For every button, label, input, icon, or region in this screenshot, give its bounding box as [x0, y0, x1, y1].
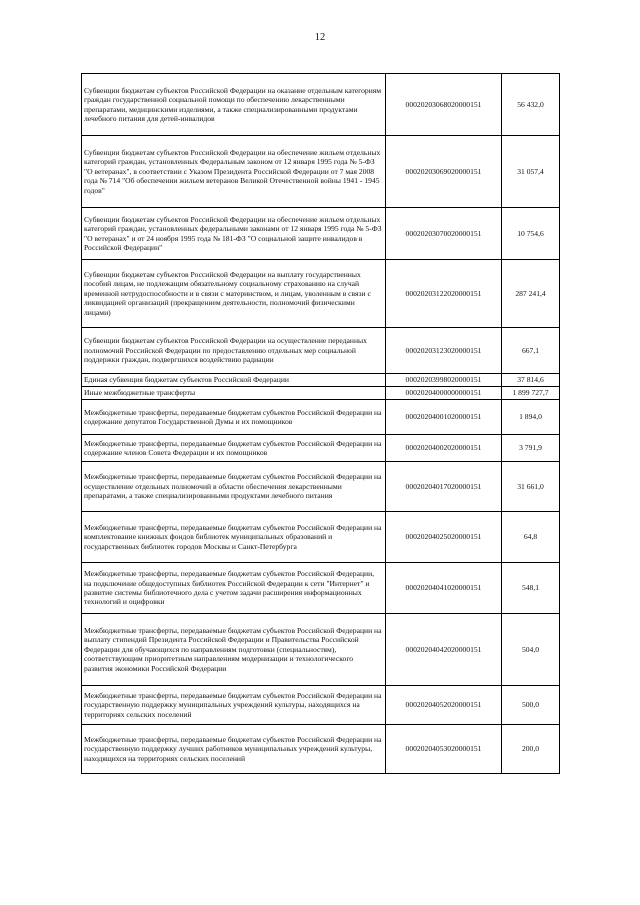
row-code: 00020204052020000151 — [386, 686, 502, 725]
table-row — [82, 563, 560, 614]
row-code: 00020204002020000151 — [386, 435, 502, 462]
row-amount: 548,1 — [502, 563, 560, 614]
row-name: Иные межбюджетные трансферты — [82, 387, 386, 400]
row-amount: 1 899 727,7 — [502, 387, 560, 400]
row-amount: 10 754,6 — [502, 208, 560, 260]
row-name: Субвенции бюджетам субъектов Российской Федерации на осуществление переданных полномочий Российской Федерации по предоставлению отдельных мер социальной поддержки граждан, подвергшихся воздействию радиации — [82, 328, 386, 374]
row-amount: 64,8 — [502, 512, 560, 563]
row-amount: 3 791,9 — [502, 435, 560, 462]
row-name: Межбюджетные трансферты, передаваемые бюджетам субъектов Российской Федерации на содержание членов Совета Федерации и их помощников — [82, 435, 386, 462]
table-row — [82, 374, 560, 387]
row-name: Межбюджетные трансферты, передаваемые бюджетам субъектов Российской Федерации на комплектование книжных фондов библиотек муниципальных образований и государственных библиотек городов Москвы и Санкт-Петербурга — [82, 512, 386, 563]
table-row — [82, 208, 560, 260]
table-row — [82, 686, 560, 725]
row-name: Межбюджетные трансферты, передаваемые бюджетам субъектов Российской Федерации на государственную поддержку лучших работников муниципальных учреждений культуры, находящихся на территориях сельских поселений — [82, 725, 386, 774]
table-row — [82, 435, 560, 462]
row-amount: 31 661,0 — [502, 462, 560, 512]
table-row — [82, 328, 560, 374]
row-name: Субвенции бюджетам субъектов Российской Федерации на обеспечение жильем отдельных категорий граждан, установленных федеральными законами от 12 января 1995 года № 5-ФЗ "О ветеранах" и от 24 ноября 1995 года № 181-ФЗ "О социальной защите инвалидов в Российской Федерации" — [82, 208, 386, 260]
row-code: 00020203070020000151 — [386, 208, 502, 260]
table-row — [82, 74, 560, 136]
row-amount: 500,0 — [502, 686, 560, 725]
table-row — [82, 725, 560, 774]
table-row — [82, 512, 560, 563]
row-code: 00020203123020000151 — [386, 328, 502, 374]
row-name: Субвенции бюджетам субъектов Российской Федерации на выплату государственных пособий лицам, не подлежащим обязательному социальному страхованию на случай временной нетрудоспособности и в связи с материнством, и лицам, уволенным в связи с ликвидацией организаций (прекращением деятельности, полномочий физическими лицами) — [82, 260, 386, 328]
row-code: 00020204053020000151 — [386, 725, 502, 774]
table-row — [82, 462, 560, 512]
row-amount: 31 057,4 — [502, 136, 560, 208]
row-amount: 287 241,4 — [502, 260, 560, 328]
row-amount: 200,0 — [502, 725, 560, 774]
row-name: Межбюджетные трансферты, передаваемые бюджетам субъектов Российской Федерации на содержание депутатов Государственной Думы и их помощников — [82, 400, 386, 435]
row-name: Межбюджетные трансферты, передаваемые бюджетам субъектов Российской Федерации на выплату стипендий Президента Российской Федерации и Правительства Российской Федерации для обучающихся по направлениям подготовки (специальностям), соответствующим приоритетным направлениям модернизации и технологического развития экономики Российской Федерации — [82, 614, 386, 686]
page-number: 12 — [314, 32, 326, 43]
row-name: Межбюджетные трансферты, передаваемые бюджетам субъектов Российской Федерации на государственную поддержку муниципальных учреждений культуры, находящихся на территориях сельских поселений — [82, 686, 386, 725]
row-code: 00020203068020000151 — [386, 74, 502, 136]
row-code: 00020204042020000151 — [386, 614, 502, 686]
row-amount: 37 814,6 — [502, 374, 560, 387]
row-amount: 1 894,0 — [502, 400, 560, 435]
row-code: 00020204025020000151 — [386, 512, 502, 563]
row-code: 00020203069020000151 — [386, 136, 502, 208]
row-code: 00020203122020000151 — [386, 260, 502, 328]
row-code: 00020204000000000151 — [386, 387, 502, 400]
row-amount: 56 432,0 — [502, 74, 560, 136]
table-row — [82, 400, 560, 435]
table-row — [82, 260, 560, 328]
budget-table — [81, 73, 560, 774]
row-code: 00020204017020000151 — [386, 462, 502, 512]
row-code: 00020204001020000151 — [386, 400, 502, 435]
row-name: Субвенции бюджетам субъектов Российской Федерации на оказание отдельным категориям граждан государственной социальной помощи по обеспечению лекарственными препаратами, медицинскими изделиями, а также специализированными продуктами лечебного питания для детей-инвалидов — [82, 74, 386, 136]
table-row — [82, 136, 560, 208]
row-name: Межбюджетные трансферты, передаваемые бюджетам субъектов Российской Федерации, на подключение общедоступных библиотек Российской Федерации к сети "Интернет" и развитие системы библиотечного дела с учетом задачи расширения информационных технологий и оцифровки — [82, 563, 386, 614]
table-row — [82, 614, 560, 686]
row-name: Субвенции бюджетам субъектов Российской Федерации на обеспечение жильем отдельных категорий граждан, установленных Федеральным законом от 12 января 1995 года № 5-ФЗ "О ветеранах", в соответствии с Указом Президента Российской Федерации от 7 мая 2008 года № 714 "Об обеспечении жильем ветеранов Великой Отечественной войны 1941 - 1945 годов" — [82, 136, 386, 208]
table-row — [82, 387, 560, 400]
row-amount: 667,1 — [502, 328, 560, 374]
row-name: Единая субвенция бюджетам субъектов Российской Федерации — [82, 374, 386, 387]
row-code: 00020204041020000151 — [386, 563, 502, 614]
row-amount: 504,0 — [502, 614, 560, 686]
row-code: 00020203998020000151 — [386, 374, 502, 387]
row-name: Межбюджетные трансферты, передаваемые бюджетам субъектов Российской Федерации на осуществление отдельных полномочий в области обеспечения лекарственными препаратами, а также специализированными продуктами лечебного питания — [82, 462, 386, 512]
